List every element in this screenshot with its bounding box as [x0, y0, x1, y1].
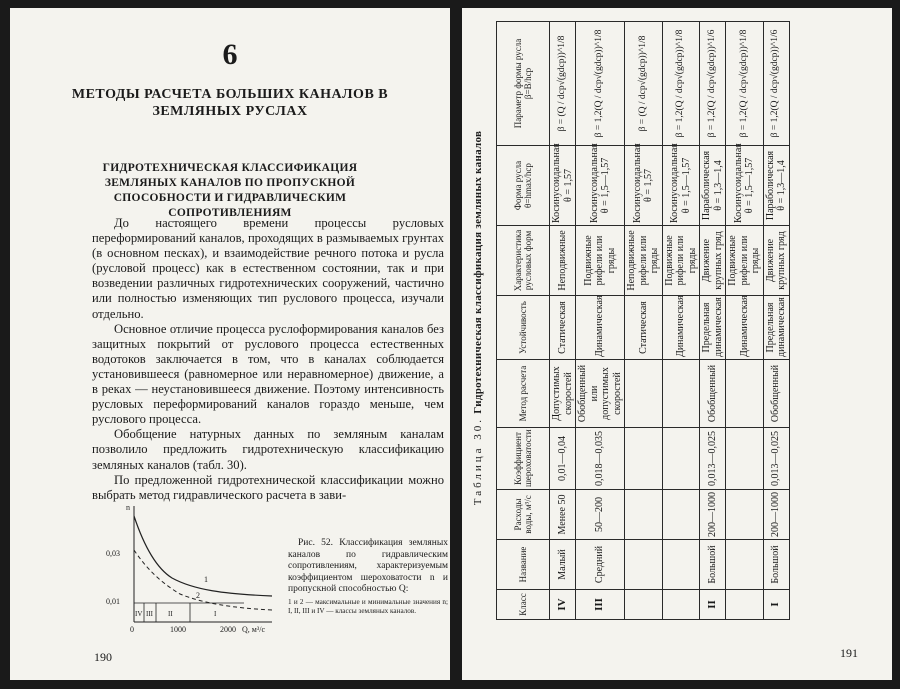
table-cell: Динамическая: [576, 296, 625, 360]
table-cell: Движение крупных гряд: [700, 226, 726, 296]
table-cell: Движение крупных гряд: [763, 226, 789, 296]
table-cell: [726, 360, 764, 428]
table-cell: Косинусоидальная θ = 1,57: [550, 146, 576, 226]
paragraph: До настоящего времени процессы русловых переформирований каналов, проходящих в размываемых грунтах (в основном песках), и взаимодействие речного потока и русла (русловой процесс) как в естественном состоянии, так и при возведении различных гидротехнических сооружений, частично или полностью изменяющих тип руслового процесса, изучали отдельно.: [92, 216, 444, 321]
table-cell: β = 1,2(Q / dср√(gdср))^1/8: [726, 22, 764, 146]
table-header-row: [497, 22, 550, 620]
table-cell: Предельная динамическая: [700, 296, 726, 360]
table-cell: [662, 490, 700, 540]
body-text: [92, 216, 444, 503]
table-cell: Динамическая: [726, 296, 764, 360]
table-header: Характеристика русловых форм: [497, 226, 550, 296]
table-cell: Обобщенный: [763, 360, 789, 428]
table-caption-text: Гидротехническая классификация земляных каналов: [472, 130, 484, 414]
table-row: [726, 22, 764, 620]
table-cell: Большой: [700, 540, 726, 590]
table-cell: [625, 590, 663, 620]
table-cell: [662, 540, 700, 590]
table-cell: [625, 490, 663, 540]
table-header: Коэффициент шероховатости: [497, 428, 550, 490]
table-cell: 200—1000: [700, 490, 726, 540]
table-row: [625, 22, 663, 620]
table-cell: Параболическая θ = 1,3—1,4: [763, 146, 789, 226]
table-cell: IV: [550, 590, 576, 620]
table-header: Метод расчета: [497, 360, 550, 428]
table-cell: β = 1,2(Q / dср√(gdср))^1/8: [662, 22, 700, 146]
right-page: [462, 8, 892, 680]
table-cell: Статическая: [550, 296, 576, 360]
section-title: ГИДРОТЕХНИЧЕСКАЯ КЛАССИФИКАЦИЯ ЗЕМЛЯНЫХ КАНАЛОВ ПО ПРОПУСКНОЙ СПОСОБНОСТИ И ГИДРАВЛИЧЕСКИМ СОПРОТИВЛЕНИЯМ: [102, 162, 358, 219]
paragraph: Обобщение натурных данных по земляным каналам позволило предложить гидротехническую классификацию земляных каналов (табл. 30).: [92, 427, 444, 472]
table-cell: [625, 428, 663, 490]
table-cell: Подвижные рифели или гряды: [576, 226, 625, 296]
table-header: Название: [497, 540, 550, 590]
table-cell: 0,013—0,025: [700, 428, 726, 490]
table-cell: Параболическая θ = 1,3—1,4: [700, 146, 726, 226]
table-cell: [662, 590, 700, 620]
table-cell: [726, 428, 764, 490]
table-header: Параметр формы русла β=B/hср: [497, 22, 550, 146]
rotated-table-block: [462, 8, 892, 628]
curve-label: 1: [204, 575, 208, 584]
table-cell: Малый: [550, 540, 576, 590]
table-cell: Большой: [763, 540, 789, 590]
table-cell: 200—1000: [763, 490, 789, 540]
table-cell: [662, 428, 700, 490]
table-cell: Косинусоидальная θ = 1,5—1,57: [726, 146, 764, 226]
curve-max: [134, 516, 272, 596]
table-caption-number: Таблица 30.: [472, 416, 484, 506]
table-cell: Средний: [576, 540, 625, 590]
table-row: [700, 22, 726, 620]
table-header: Класс: [497, 590, 550, 620]
table-cell: 0,013—0,025: [763, 428, 789, 490]
table-cell: [625, 540, 663, 590]
figure-caption: [288, 538, 448, 616]
chapter-number: 6: [222, 38, 238, 71]
table-cell: II: [700, 590, 726, 620]
table-cell: Допустимых скоростей: [550, 360, 576, 428]
table-row: [550, 22, 576, 620]
curve-label: 2: [196, 591, 200, 600]
table-cell: Подвижные рифели или гряды: [726, 226, 764, 296]
table-cell: 50—200: [576, 490, 625, 540]
table-cell: [726, 540, 764, 590]
table-cell: [625, 360, 663, 428]
class-label: IV: [135, 610, 143, 618]
table-cell: Неподвижные: [550, 226, 576, 296]
table-cell: β = 1,2(Q / dср√(gdср))^1/8: [576, 22, 625, 146]
chapter-title: МЕТОДЫ РАСЧЕТА БОЛЬШИХ КАНАЛОВ В ЗЕМЛЯНЫХ РУСЛАХ: [71, 87, 389, 119]
table-cell: Обобщенный: [700, 360, 726, 428]
table-cell: III: [576, 590, 625, 620]
x-tick: 2000: [220, 625, 236, 634]
classification-table: [496, 21, 790, 620]
table-cell: Косинусоидальная θ = 1,5—1,57: [662, 146, 700, 226]
table-cell: 0,01—0,04: [550, 428, 576, 490]
y-tick: 0,01: [106, 597, 120, 606]
table-cell: I: [763, 590, 789, 620]
class-label: II: [168, 610, 173, 618]
table-cell: β = 1,2(Q / dср√(gdср))^1/6: [700, 22, 726, 146]
table-cell: Неподвижные рифели или гряды: [625, 226, 663, 296]
table-cell: β = (Q / dср√(gdср))^1/8: [625, 22, 663, 146]
table-cell: β = 1,2(Q / dср√(gdср))^1/6: [763, 22, 789, 146]
figure-legend: 1 и 2 — максимальные и минимальные значения n; I, II, III и IV — классы земляных каналов.: [288, 597, 448, 615]
y-tick: 0,03: [106, 549, 120, 558]
paragraph: Основное отличие процесса руслоформирования каналов без защитных покрытий от руслового процесса естественных водотоков заключается в том, что в каналах соблюдается установившееся (равномерное или неравномерное) движение, а в реках — неустановившееся движение. Поэтому интенсивность русловых переформирований каналов гораздо меньше, чем руслового процесса.: [92, 321, 444, 427]
table-row: [662, 22, 700, 620]
x-tick: 1000: [170, 625, 186, 634]
table-cell: Косинусоидальная θ = 1,57: [625, 146, 663, 226]
page-number: 191: [840, 646, 858, 660]
figure-52-plot: [104, 498, 279, 638]
table-cell: Предельная динамическая: [763, 296, 789, 360]
class-label: III: [146, 610, 153, 618]
x-tick: Q, м³/с: [242, 625, 266, 634]
page-number: 190: [94, 650, 112, 664]
curve-min: [134, 550, 272, 610]
table-cell: Подвижные рифели или гряды: [662, 226, 700, 296]
table-header: Форма русла θ=hmax/hср: [497, 146, 550, 226]
figure-caption-text: Рис. 52. Классификация земляных каналов по гидравлическим сопротивлениям, характеризуемым коэффициентом шероховатости n и пропускной способностью Q:: [288, 538, 448, 594]
table-header: Расходы воды, м³/с: [497, 490, 550, 540]
table-row: [576, 22, 625, 620]
table-cell: Статическая: [625, 296, 663, 360]
y-axis-label: n: [126, 503, 130, 512]
paragraph: По предложенной гидротехнической классификации можно выбрать метод гидравлического расчета в зави-: [92, 472, 444, 502]
table-row: [763, 22, 789, 620]
table-cell: Менее 50: [550, 490, 576, 540]
table-cell: [662, 360, 700, 428]
table-cell: 0,018—0,035: [576, 428, 625, 490]
x-tick: 0: [130, 625, 134, 634]
table-cell: β = (Q / dср√(gdср))^1/8: [550, 22, 576, 146]
table-cell: Динамическая: [662, 296, 700, 360]
table-cell: [726, 590, 764, 620]
table-header: Устойчивость: [497, 296, 550, 360]
left-page: [10, 8, 450, 680]
table-cell: [726, 490, 764, 540]
table-cell: Обобщенный или допустимых скоростей: [576, 360, 625, 428]
table-caption: [472, 8, 484, 628]
class-label: I: [214, 610, 217, 618]
table-cell: Косинусоидальная θ = 1,5—1,57: [576, 146, 625, 226]
